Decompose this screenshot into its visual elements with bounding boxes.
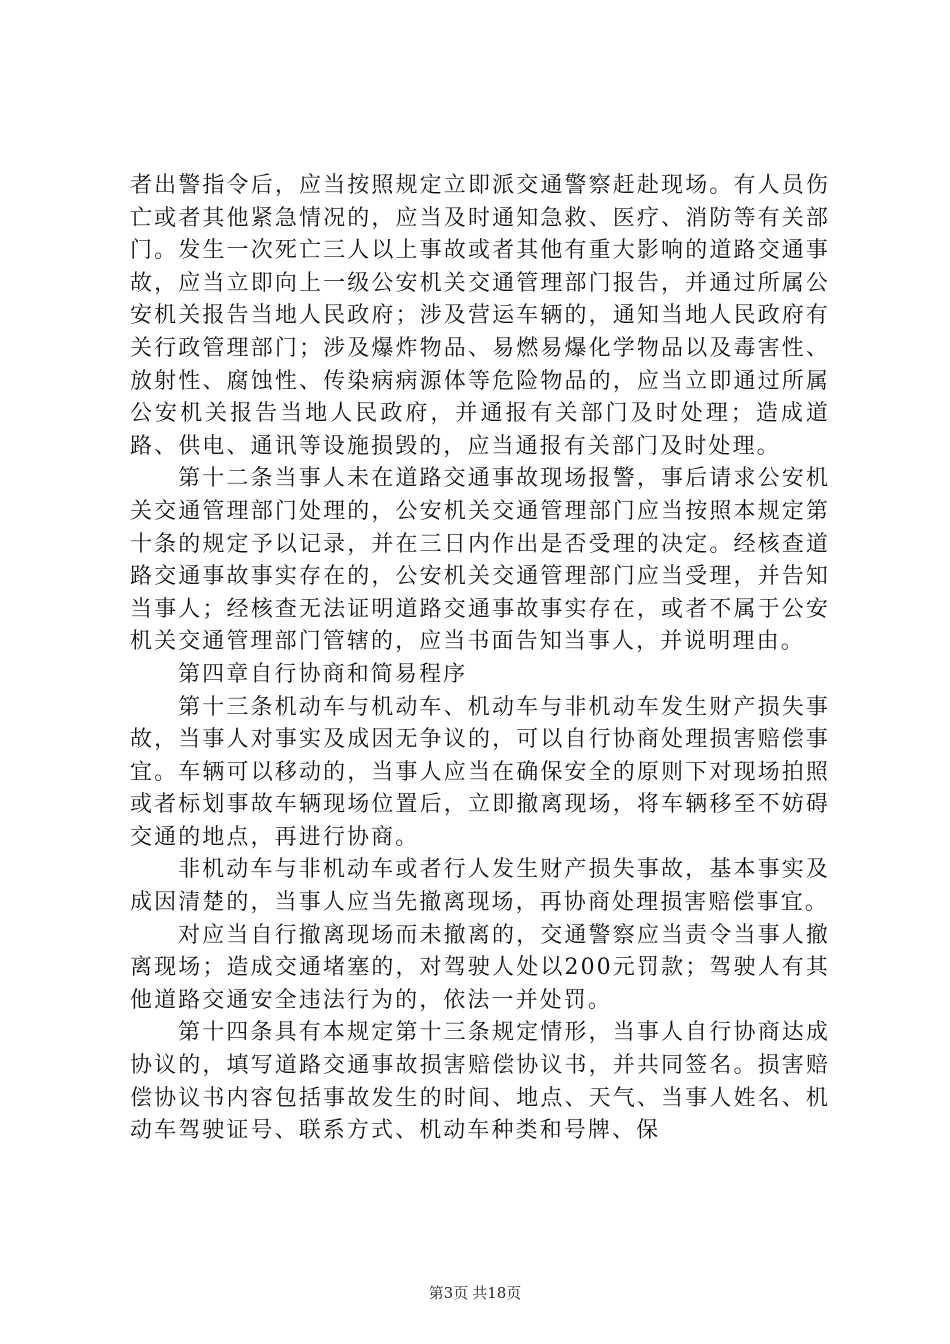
paragraph: 对应当自行撤离现场而未撤离的，交通警察应当责令当事人撤离现场；造成交通堵塞的，对驾驶人处以200元罚款；驾驶人有其他道路交通安全违法行为的，依法一并处罚。 — [130, 922, 830, 1013]
paragraph: 非机动车与非机动车或者行人发生财产损失事故，基本事实及成因清楚的，当事人应当先撤离现场，再协商处理损害赔偿事宜。 — [130, 857, 830, 916]
paragraph: 第十三条机动车与机动车、机动车与非机动车发生财产损失事故，当事人对事实及成因无争议的，可以自行协商处理损害赔偿事宜。车辆可以移动的，当事人应当在确保安全的原则下对现场拍照或者标划事故车辆现场位置后，立即撤离现场，将车辆移至不妨碍交通的地点，再进行协商。 — [130, 694, 830, 850]
page-total: 共18页 — [472, 1284, 522, 1302]
page-number: 第3页 — [428, 1284, 469, 1302]
paragraph: 第十二条当事人未在道路交通事故现场报警，事后请求公安机关交通管理部门处理的，公安机关交通管理部门应当按照本规定第十条的规定予以记录，并在三日内作出是否受理的决定。经核查道路交通事故事实存在的，公安机关交通管理部门应当受理，并告知当事人；经核查无法证明道路交通事故事实存在，或者不属于公安机关交通管理部门管辖的，应当书面告知当事人，并说明理由。 — [130, 466, 830, 655]
paragraph: 者出警指令后，应当按照规定立即派交通警察赶赴现场。有人员伤亡或者其他紧急情况的，应当及时通知急救、医疗、消防等有关部门。发生一次死亡三人以上事故或者其他有重大影响的道路交通事故，应当立即向上一级公安机关交通管理部门报告，并通过所属公安机关报告当地人民政府；涉及营运车辆的，通知当地人民政府有关行政管理部门；涉及爆炸物品、易燃易爆化学物品以及毒害性、放射性、腐蚀性、传染病病源体等危险物品的，应当立即通过所属公安机关报告当地人民政府，并通报有关部门及时处理；造成道路、供电、通讯等设施损毁的，应当通报有关部门及时处理。 — [130, 173, 830, 459]
chapter-heading: 第四章自行协商和简易程序 — [178, 661, 468, 687]
document-body — [130, 170, 830, 1148]
page-footer — [0, 1282, 950, 1303]
paragraph: 第十四条具有本规定第十三条规定情形，当事人自行协商达成协议的，填写道路交通事故损害赔偿协议书，并共同签名。损害赔偿协议书内容包括事故发生的时间、地点、天气、当事人姓名、机动车驾驶证号、联系方式、机动车种类和号牌、保 — [130, 1020, 830, 1144]
